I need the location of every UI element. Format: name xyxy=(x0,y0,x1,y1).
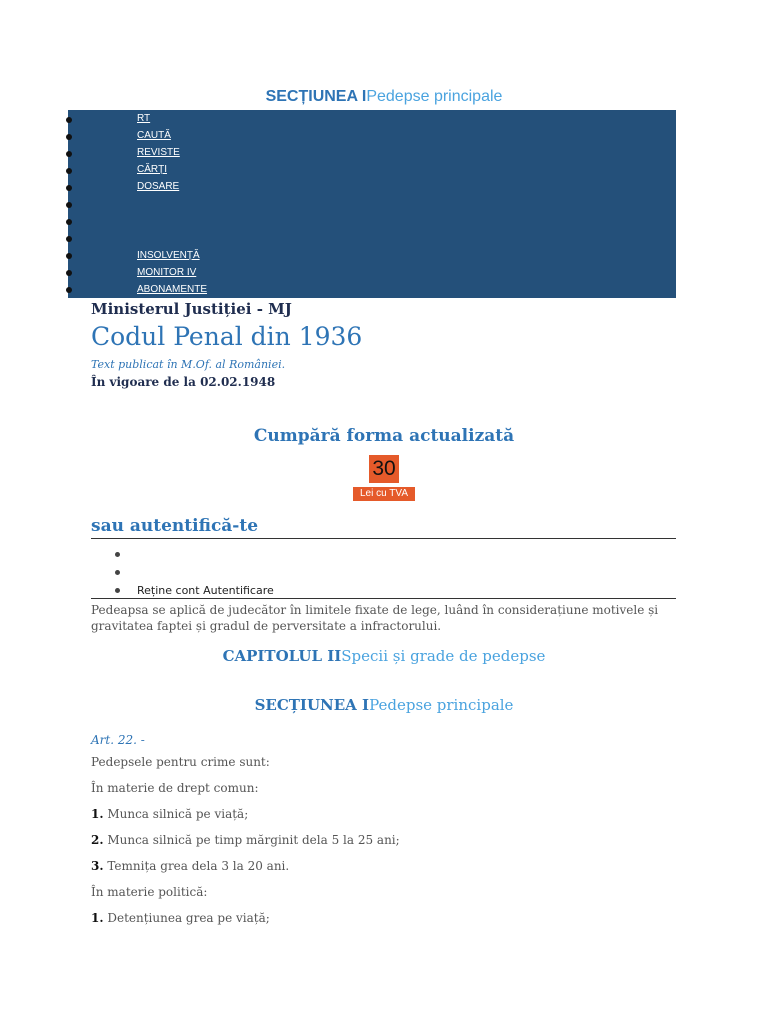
nav-link-cauta[interactable]: CAUTĂ xyxy=(137,130,171,141)
document-title: Codul Penal din 1936 xyxy=(91,322,363,351)
divider xyxy=(91,538,676,539)
nav-link-abonamente[interactable]: ABONAMENTE xyxy=(137,284,208,295)
article-link[interactable]: Art. 22. - xyxy=(91,733,145,747)
price-unit-label[interactable]: Lei cu TVA xyxy=(353,487,415,501)
login-bullet xyxy=(115,570,120,575)
article-line: 1. Detențiunea grea pe viață; xyxy=(91,911,270,925)
intro-paragraph: Pedeapsa se aplică de judecător în limitele fixate de lege, luând în considerațiune motivele și gravitatea faptei și gradul de perversitate a infractorului. xyxy=(91,603,659,633)
price-button[interactable]: 30 xyxy=(369,455,399,483)
publication-note: Text publicat în M.Of. al României. xyxy=(91,358,286,371)
chapter-heading xyxy=(0,647,768,665)
nav-link-carti[interactable]: CĂRȚI xyxy=(137,164,167,175)
divider xyxy=(91,598,676,599)
buy-updated-title: Cumpără forma actualizată xyxy=(253,426,515,446)
nav-link-reviste[interactable]: REVISTE xyxy=(137,147,180,158)
nav-bullet xyxy=(66,202,72,208)
login-bullet xyxy=(115,588,120,593)
nav-bullet xyxy=(66,185,72,191)
section-heading xyxy=(0,696,768,714)
nav-link-monitor[interactable]: MONITOR IV xyxy=(137,267,197,278)
nav-bullet xyxy=(66,270,72,276)
nav-bullet xyxy=(66,287,72,293)
article-line: În materie de drept comun: xyxy=(91,781,259,795)
top-section-heading xyxy=(0,88,768,106)
nav-bullet xyxy=(66,219,72,225)
nav-bullet xyxy=(66,151,72,157)
nav-link-dosare[interactable]: DOSARE xyxy=(137,181,180,192)
remember-login-link[interactable]: Reține cont Autentificare xyxy=(137,584,274,597)
chapter-suffix: Specii și grade de pedepse xyxy=(341,647,546,665)
nav-bullet xyxy=(66,253,72,259)
nav-bullet xyxy=(66,236,72,242)
section-suffix: Pedepse principale xyxy=(369,696,514,714)
login-bullet xyxy=(115,552,120,557)
nav-bullet xyxy=(66,134,72,140)
article-line: 3. Temnița grea dela 3 la 20 ani. xyxy=(91,859,290,873)
article-line: În materie politică: xyxy=(91,885,208,899)
nav-link-rt[interactable]: RT xyxy=(137,113,151,124)
nav-bullet xyxy=(66,168,72,174)
login-heading: sau autentifică-te xyxy=(91,516,259,536)
top-section-prefix: SECȚIUNEA I xyxy=(265,88,367,105)
article-line: 1. Munca silnică pe viață; xyxy=(91,807,249,821)
nav-bullet xyxy=(66,117,72,123)
top-section-suffix: Pedepse principale xyxy=(366,88,503,105)
chapter-prefix: CAPITOLUL II xyxy=(222,647,342,665)
article-line: Pedepsele pentru crime sunt: xyxy=(91,755,270,769)
section-prefix: SECȚIUNEA I xyxy=(254,696,370,714)
article-line: 2. Munca silnică pe timp mărginit dela 5 la 25 ani; xyxy=(91,833,400,847)
ministry-name: Ministerul Justiției - MJ xyxy=(91,300,292,318)
nav-link-insolventa[interactable]: INSOLVENȚĂ xyxy=(137,250,200,261)
in-force-date: În vigoare de la 02.02.1948 xyxy=(91,375,276,389)
